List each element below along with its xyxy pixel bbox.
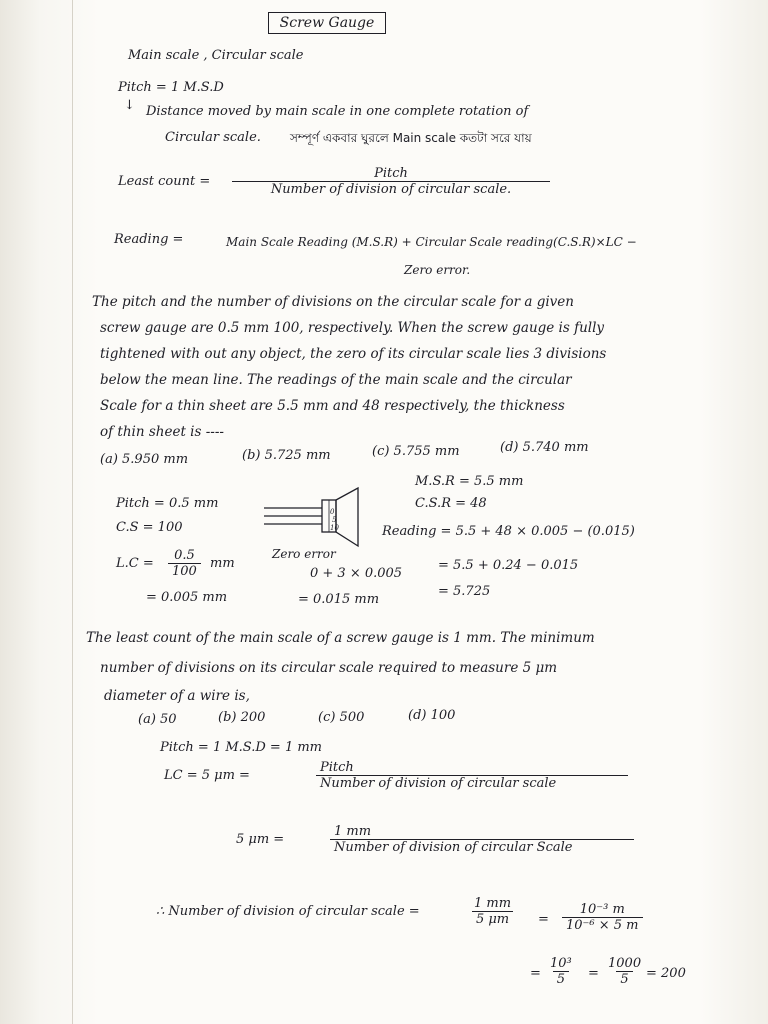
- lc-unit: mm: [210, 556, 235, 571]
- pitch-given: Pitch = 0.5 mm: [116, 496, 219, 511]
- problem2-final-fraction-1: [470, 896, 515, 927]
- scales-line: Main scale , Circular scale: [128, 48, 304, 63]
- bengali-note: সম্পূর্ণ একবার ঘুরলে Main scale কতটা সরে যায়: [290, 131, 532, 145]
- csr-given: C.S.R = 48: [415, 496, 487, 511]
- least-count-fraction: [232, 166, 550, 197]
- problem2-step-label: 5 μm =: [236, 832, 285, 847]
- problem2-option-d: (d) 100: [408, 708, 456, 723]
- reading-formula: Main Scale Reading (M.S.R) + Circular Scale reading(C.S.R)×LC −: [226, 235, 637, 249]
- problem2-lc-numerator: Pitch: [320, 760, 354, 775]
- lc-result: = 0.005 mm: [146, 590, 228, 605]
- fig-mark-10: 10: [330, 524, 339, 532]
- problem1-line-1: The pitch and the number of divisions on the circular scale for a given: [92, 294, 574, 310]
- reading-calc-line-1: Reading = 5.5 + 48 × 0.005 − (0.015): [382, 524, 635, 539]
- lc-label: L.C =: [116, 556, 154, 571]
- zero-error-label: Zero error: [272, 547, 336, 561]
- reading-label: Reading =: [114, 232, 184, 247]
- msr-given: M.S.R = 5.5 mm: [415, 474, 524, 489]
- problem2-final-num-1: 1 mm: [474, 896, 512, 911]
- problem2-result-den-2: 5: [616, 971, 632, 987]
- page-margin-line: [72, 0, 73, 1024]
- zero-error-calc: 0 + 3 × 0.005: [310, 566, 403, 581]
- problem2-result-fraction-2: [604, 956, 645, 987]
- problem2-option-c: (c) 500: [318, 710, 365, 725]
- reading-calc-line-3: = 5.725: [438, 584, 491, 599]
- problem1-line-4: below the mean line. The readings of the main scale and the circular: [100, 372, 572, 388]
- problem2-result-num-2: 1000: [608, 956, 642, 971]
- reading-calc-line-2: = 5.5 + 0.24 − 0.015: [438, 558, 579, 573]
- fig-mark-0: 0: [330, 508, 335, 516]
- zero-error-result: = 0.015 mm: [298, 592, 380, 607]
- problem2-result: = 200: [646, 966, 686, 981]
- problem1-option-c: (c) 5.755 mm: [372, 444, 460, 459]
- problem1-option-d: (d) 5.740 mm: [500, 440, 589, 455]
- problem2-step-fraction: [330, 824, 634, 855]
- screw-gauge-sketch: [262, 486, 362, 548]
- page-title: Screw Gauge: [268, 12, 386, 34]
- problem2-final-den-2: 10⁻⁶ × 5 m: [562, 917, 643, 933]
- problem2-step-denominator: Number of division of circular Scale: [330, 839, 634, 855]
- pitch-definition: Pitch = 1 M.S.D: [118, 80, 224, 95]
- problem2-lc-fraction: [316, 760, 628, 791]
- problem2-final-num-2: 10⁻³ m: [579, 902, 625, 917]
- problem2-line-1: The least count of the main scale of a screw gauge is 1 mm. The minimum: [86, 630, 595, 646]
- problem2-option-b: (b) 200: [218, 710, 266, 725]
- problem1-line-2: screw gauge are 0.5 mm 100, respectively. When the screw gauge is fully: [100, 320, 605, 336]
- problem2-final-fraction-2: [562, 902, 643, 933]
- down-arrow-icon: ↓: [124, 98, 135, 113]
- problem2-step-numerator: 1 mm: [334, 824, 372, 839]
- problem1-line-6: of thin sheet is ----: [100, 424, 224, 440]
- problem2-line-2: number of divisions on its circular scale required to measure 5 μm: [100, 660, 558, 676]
- lc-fraction: [168, 548, 201, 579]
- cs-given: C.S = 100: [116, 520, 183, 535]
- problem2-lc-label: LC = 5 μm =: [164, 768, 250, 783]
- problem2-result-num-1: 10³: [550, 956, 572, 971]
- problem1-line-5: Scale for a thin sheet are 5.5 mm and 48 respectively, the thickness: [100, 398, 565, 414]
- problem2-line-3: diameter of a wire is,: [104, 688, 250, 704]
- lc-denominator: 100: [168, 563, 201, 579]
- least-count-denominator: Number of division of circular scale.: [232, 181, 550, 197]
- zero-error-term: Zero error.: [404, 263, 471, 277]
- fig-mark-5: 5: [332, 516, 337, 524]
- lc-numerator: 0.5: [174, 548, 195, 563]
- problem2-equals-3: =: [588, 966, 599, 981]
- problem2-option-a: (a) 50: [138, 712, 177, 727]
- problem2-equals: =: [538, 912, 549, 927]
- problem2-equals-2: =: [530, 966, 541, 981]
- least-count-label: Least count =: [118, 174, 211, 189]
- problem2-pitch: Pitch = 1 M.S.D = 1 mm: [160, 740, 322, 755]
- problem2-lc-denominator: Number of division of circular scale: [316, 775, 628, 791]
- problem1-option-b: (b) 5.725 mm: [242, 448, 331, 463]
- problem1-option-a: (a) 5.950 mm: [100, 452, 189, 467]
- problem1-line-3: tightened with out any object, the zero of its circular scale lies 3 divisions: [100, 346, 607, 362]
- least-count-numerator: Pitch: [374, 166, 408, 181]
- problem2-final-label: ∴ Number of division of circular scale =: [156, 904, 420, 919]
- problem2-final-den-1: 5 μm: [472, 911, 513, 927]
- distance-definition-line-1: Distance moved by main scale in one complete rotation of: [146, 104, 529, 119]
- problem2-result-fraction-1: [546, 956, 576, 987]
- distance-definition-line-2: Circular scale.: [165, 130, 261, 145]
- problem2-result-den-1: 5: [553, 971, 569, 987]
